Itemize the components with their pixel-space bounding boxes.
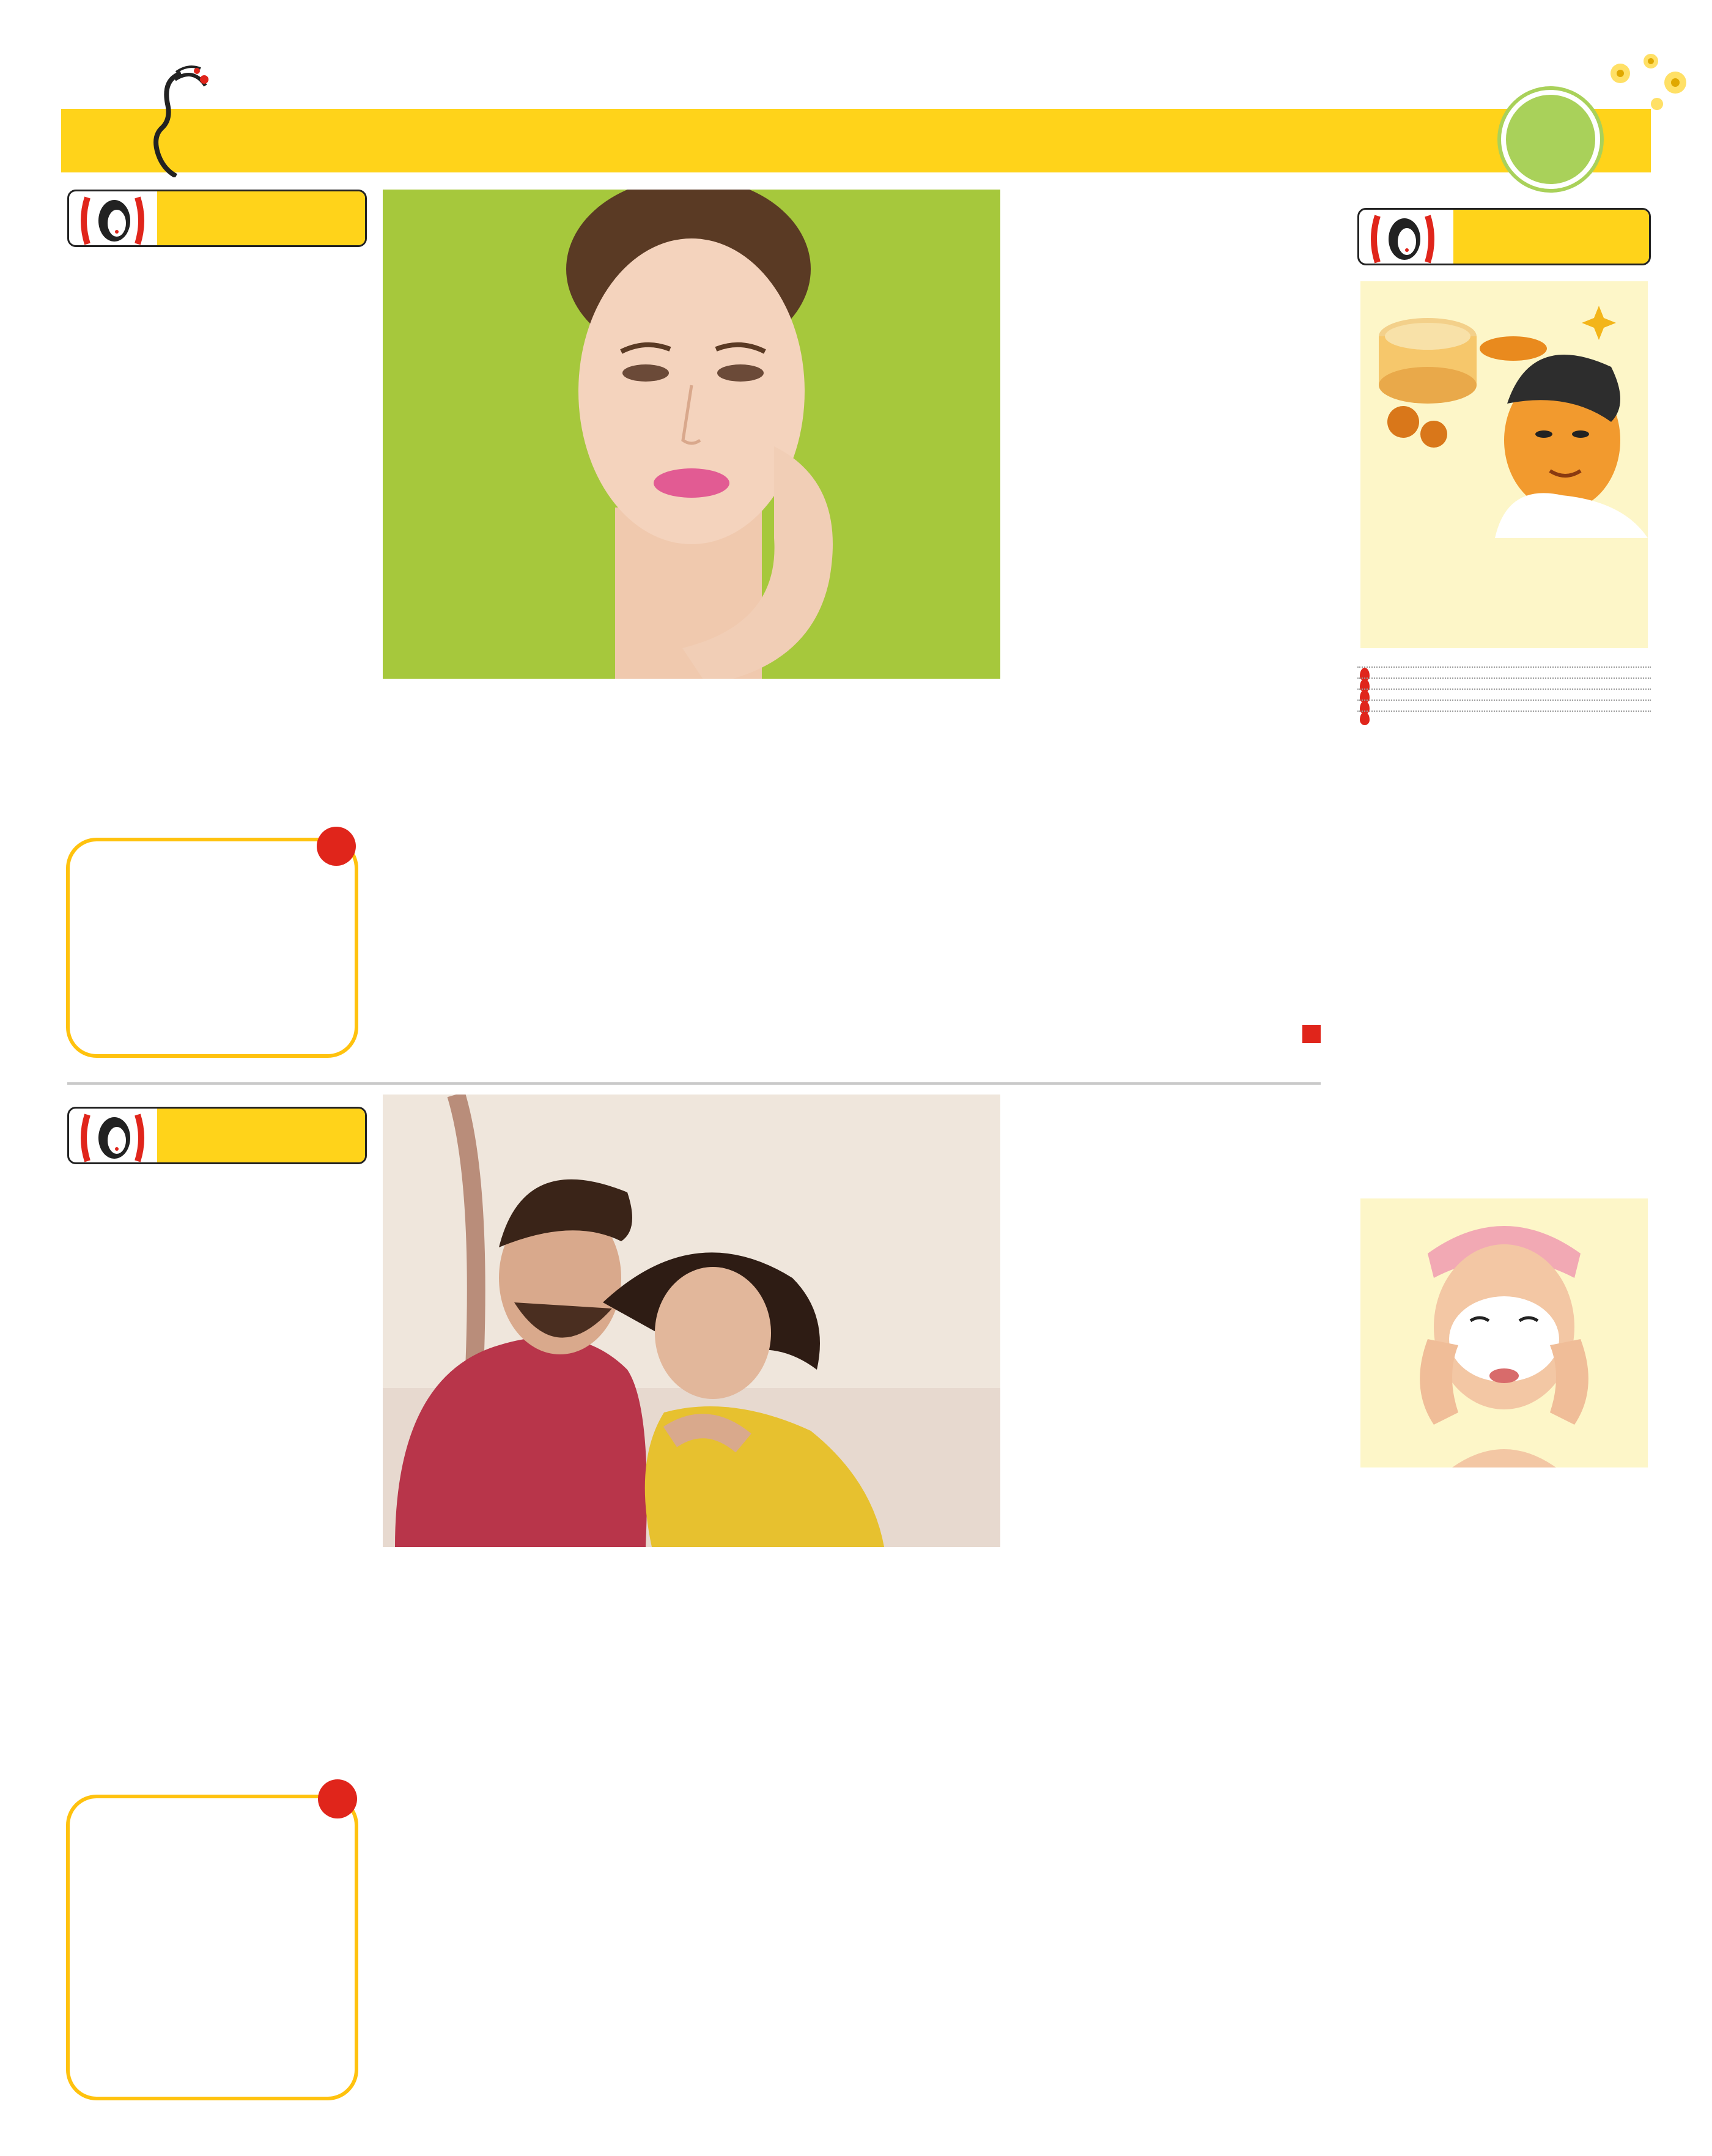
review-left-column [67,1177,367,1795]
tip-item [1357,682,1651,690]
beauty-photo [383,190,1000,679]
review-right-column [1015,1104,1321,2100]
header-banner [61,109,1651,172]
turmeric-card [1360,281,1648,538]
woman-face-photo-icon [383,190,1000,679]
beauty-pull-quote [66,838,358,1058]
end-mark-icon [1302,1025,1321,1043]
woman-silhouette-logo-icon [138,61,224,177]
review-section-head [67,1107,367,1164]
tip-item [1357,660,1651,668]
turmeric-face-pack-icon [1360,281,1648,538]
woman-face-icon [79,1111,146,1164]
beauty-mid-column-2 [697,690,1000,1075]
flower-decoration-icon [1584,49,1706,128]
face-wash-icon [1360,1198,1648,1467]
review-pull-quote [66,1795,358,2100]
woman-face-icon [1369,212,1436,265]
speech-bubble-icon [318,1779,357,1818]
tryit-section-tag [1453,210,1649,264]
review-mid-column-2 [697,1565,1000,2134]
review-mid-column-1 [383,1565,682,2134]
tip-item [1357,704,1651,712]
woman-face-icon [79,194,146,246]
beauty-right-column [1015,190,1321,1021]
beauty-mid-column-1 [383,690,682,1075]
review-section-tag [157,1109,365,1162]
beauty-section-head [67,190,367,247]
tryit-section-head [1357,208,1651,265]
couple-illustration-icon [383,1095,1000,1547]
beauty-left-column [67,263,367,801]
section-divider [67,1082,1321,1085]
tip-item [1357,693,1651,701]
beauty-section-tag [157,191,365,245]
turmeric-caption [1360,538,1648,648]
page-number-badge [1501,90,1600,189]
review-illustration [383,1095,1000,1547]
tips-list-1 [1357,660,1651,1186]
drop-bullet-icon [1360,712,1370,725]
tip-item [1357,671,1651,679]
buttermilk-card [1360,1198,1648,1467]
speech-bubble-icon [317,827,356,866]
